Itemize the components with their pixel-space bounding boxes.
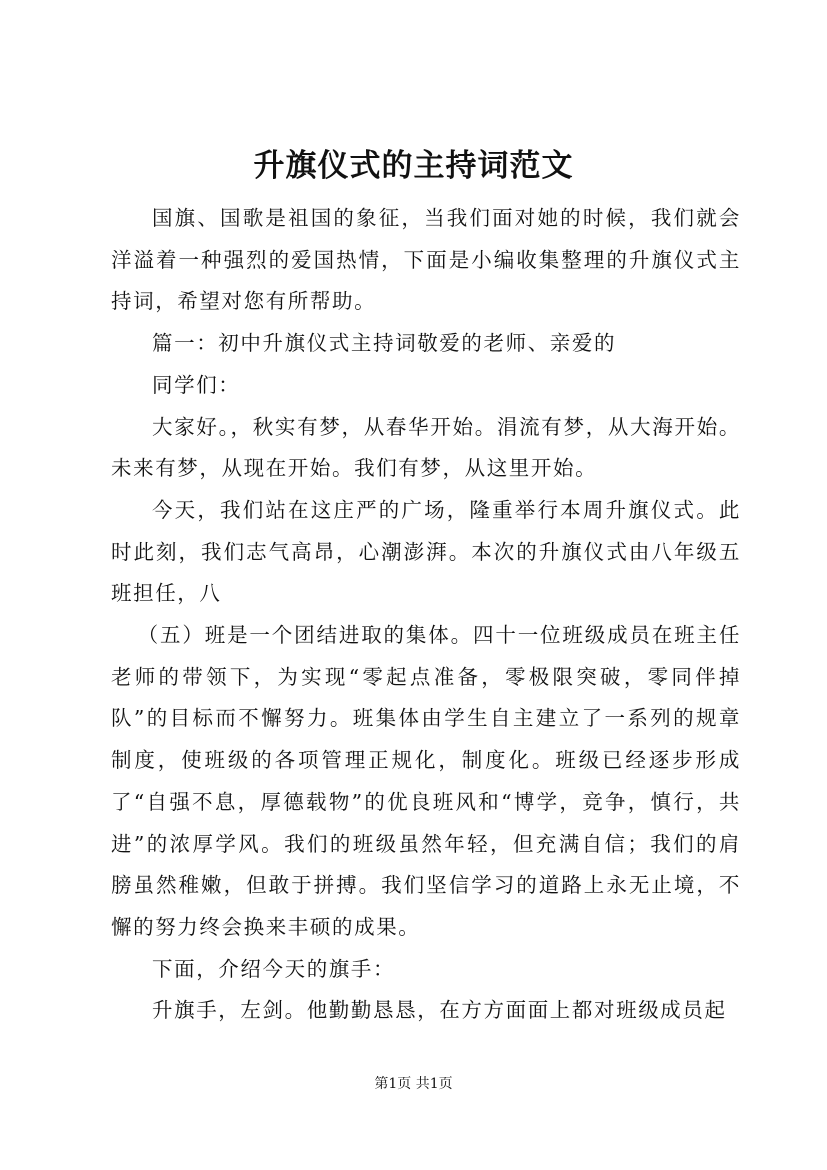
section-heading: 篇一：初中升旗仪式主持词敬爱的老师、亲爱的 bbox=[152, 331, 617, 356]
flag-bearer-intro: 下面，介绍今天的旗手： bbox=[152, 956, 396, 981]
flag-bearer-paragraph: 升旗手，左剑。他勤勤恳恳，在方方面面上都对班级成员起 bbox=[152, 998, 727, 1023]
page-footer: 第1页 共1页 bbox=[374, 1076, 453, 1092]
intro-paragraph: 国旗、国歌是祖国的象征，当我们面对她的时候，我们就会洋溢着一种强烈的爱国热情，下面是小编收集整理的升旗仪式主持词，希望对您有所帮助。 bbox=[111, 206, 741, 314]
document-title: 升旗仪式的主持词范文 bbox=[253, 148, 574, 184]
ceremony-paragraph: 今天，我们站在这庄严的广场，隆重举行本周升旗仪式。此时此刻，我们志气高昂，心潮澎湃。本次的升旗仪式由八年级五班担任，八 bbox=[111, 497, 741, 606]
greeting-paragraph: 大家好。，秋实有梦，从春华开始。涓流有梦，从大海开始。未来有梦，从现在开始。我们有梦，从这里开始。 bbox=[111, 414, 741, 481]
class-intro-paragraph: （五）班是一个团结进取的集体。四十一位班级成员在班主任老师的带领下，为实现“零起点准备，零极限突破，零同伴掉队”的目标而不懈努力。班集体由学生自主建立了一系列的规章制度，使班级的各项管理正规化，制度化。班级已经逐步形成了“自强不息，厚德载物”的优良班风和“博学，竞争，慎行，共进”的浓厚学风。我们的班级虽然年轻，但充满自信；我们的肩膀虽然稚嫩，但敢于拼搏。我们坚信学习的道路上永无止境，不懈的努力终会换来丰硕的成果。 bbox=[111, 623, 741, 939]
salutation: 同学们： bbox=[152, 372, 241, 397]
document-body bbox=[111, 198, 741, 1032]
